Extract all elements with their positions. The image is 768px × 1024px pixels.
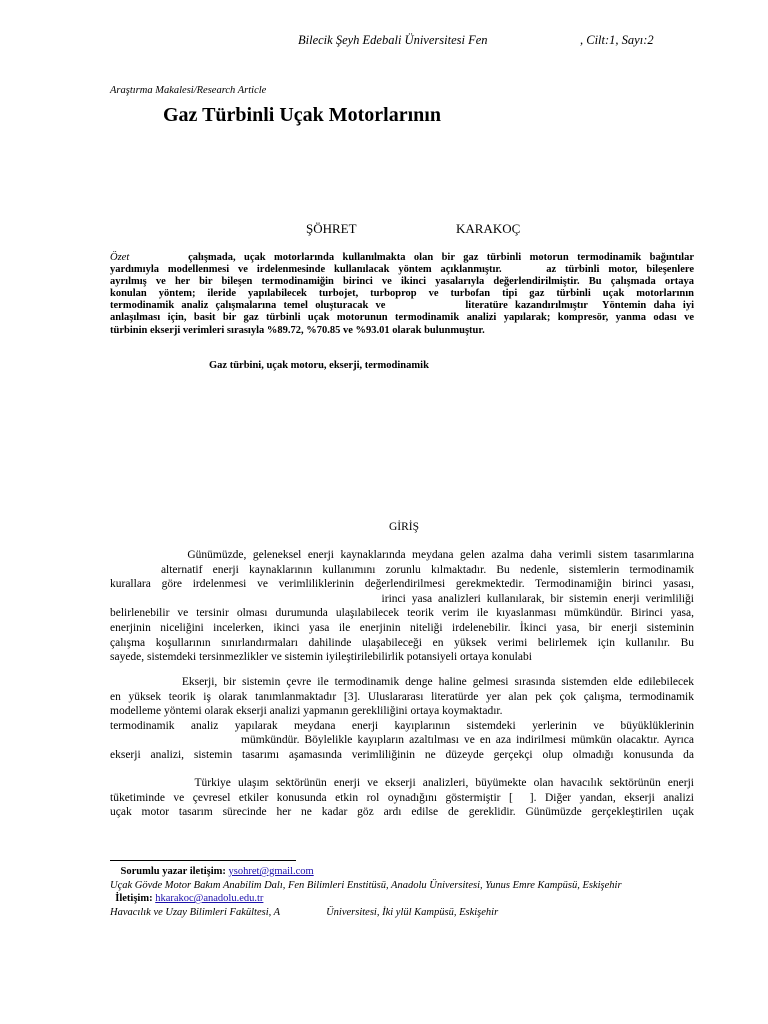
footnote-rule — [110, 860, 296, 861]
contact-email-link[interactable]: hkarakoc@anadolu.edu.tr — [155, 893, 264, 904]
abstract-line: yardımıyla modellenmesi ve irdelenmesinde kullanılacak yöntem açıklanmıştır. az türbinli motor, bileşenlere — [110, 264, 694, 276]
paragraph-line: termodinamik analiz yapılarak meydana enerji kayıplarının sistemdeki yerlerinin ve büyüklüklerinin — [110, 719, 694, 732]
paragraph-line: Günümüzde, geleneksel enerji kaynaklarında meydana gelen azalma daha verimli sistem tasarımlarına — [110, 549, 694, 561]
affiliation-2: Havacılık ve Uzay Bilimleri Fakültesi, A Üniversitesi, İki ylül Kampüsü, Eskişehir — [110, 907, 499, 918]
body-paragraph — [110, 776, 694, 820]
paragraph-line: Ekserji, bir sistemin çevre ile termodinamik denge haline gelmesi sırasında sistemden elde edilebilecek — [110, 676, 694, 688]
paragraph-line: Türkiye ulaşım sektörünün enerji ve ekserji analizleri, büyümekte olan havacılık sektörünün enerji — [110, 777, 694, 789]
abstract-line: termodinamik analiz çalışmalarına temel oluşturacak ve literatüre kazandırılmıştır Yöntemin daha iyi — [110, 300, 694, 312]
abstract — [110, 252, 694, 337]
paper-title: Gaz Türbinli Uçak Motorlarının — [163, 104, 441, 126]
paragraph-line: alternatif enerji kaynaklarının kullanımını zorunlu kılmaktadır. Bu nedenle, sistemlerin termodinamik — [110, 563, 694, 576]
author-first: ŞÖHRET — [306, 221, 357, 236]
paragraph-line: çalışma koşullarının sınırlandırmaları dahilinde ulaşabileceği en yüksek verimi belirlemek için kullanılır. Bu — [110, 636, 694, 649]
corresponding-author — [110, 866, 314, 877]
keywords: Gaz türbini, uçak motoru, ekserji, termodinamik — [209, 360, 429, 371]
paragraph-line: enerjinin niceliğini incelerken, ikinci yasa ile enerjinin niteliği irdelenebilir. İkinci yasa, bir enerji sisteminin — [110, 621, 694, 634]
journal-name: Bilecik Şeyh Edebali Üniversitesi Fen — [298, 33, 488, 47]
abstract-line: Özet çalışmada, uçak motorlarında kullanılmakta olan bir gaz türbinli motorun termodinamik bağıntılar — [110, 252, 694, 263]
journal-volume: , Cilt:1, Sayı:2 — [580, 33, 654, 47]
corresponding-email-link[interactable]: ysohret@gmail.com — [228, 866, 314, 877]
paragraph-line: mümkündür. Böylelikle kayıpların azaltılması ve en aza indirilmesi mümkün olacaktır. Ayrıca — [110, 734, 694, 747]
body-paragraph — [110, 675, 694, 763]
contact-label: İletişim: — [115, 893, 153, 904]
body-paragraph — [110, 548, 694, 665]
paragraph-line: sayede, sistemdeki tersinmezlikler ve sistemin iyileştirilebilirlik potansiyeli ortaya konulabi — [110, 651, 532, 664]
corresponding-label: Sorumlu yazar iletişim: — [120, 866, 226, 877]
affiliation-1: Uçak Gövde Motor Bakım Anabilim Dalı, Fen Bilimleri Enstitüsü, Anadolu Üniversitesi, Yunus Emre Kampüsü, Eskişehir — [110, 880, 622, 891]
paragraph-line: modelleme yöntemi olarak ekserji analizi yapmanın gerekliliğini ortaya koymaktadır. — [110, 705, 503, 718]
paragraph-line: belirlenebilir ve tersinir olması durumunda ulaşılabilecek teorik verim ile kıyaslanması mümkündür. Birinci yasa, — [110, 607, 694, 620]
abstract-line: konulan yöntem; ileride yapılabilecek turbojet, turboprop ve turbofan tipi gaz türbinli uçak motorlarının — [110, 288, 694, 300]
abstract-line: anlaşılması için, basit bir gaz türbinli uçak motorunun termodinamik analizi yapılarak; kompresör, yanma odası ve — [110, 312, 694, 324]
paragraph-line: tüketiminde ve çevresel etkiler konusunda etkin rol oynadığını göstermiştir [ ]. Diğer yandan, ekserji analizi — [110, 791, 694, 804]
paragraph-line: uçak motor tasarım sürecinde her ne kadar göz ardı edilse de gereklidir. Günümüzde gerçekleştirilen uçak — [110, 806, 694, 819]
paragraph-line: en yüksek teorik iş olarak tanımlanmaktadır [3]. Uluslararası literatürde yer alan pek çok çalışma, termodinamik — [110, 690, 694, 703]
paragraph-line: irinci yasa analizleri kullanılarak, bir sistemin enerji verimliliği — [110, 592, 694, 605]
contact-line — [110, 893, 263, 904]
abstract-label: Özet — [110, 252, 130, 263]
author-second: KARAKOÇ — [456, 221, 521, 236]
article-type: Araştırma Makalesi/Research Article — [110, 85, 267, 96]
paragraph-line: kurallara göre irdelenmesi ve verimliliklerinin değerlendirilmesi gerekmektedir. Termodinamiğin birinci yasası, — [110, 578, 694, 591]
paragraph-line: ekserji analizi, sistemin tasarımı aşamasında verimliliğinin ne düzeyde gerçekçi olup olmadığı konusunda da — [110, 748, 694, 761]
abstract-line: ayrılmış ve her bir bileşen termodinamiğin birinci ve ikinci yasalarıyla değerlendirilmiştir. Bu çalışmada ortaya — [110, 276, 694, 288]
section-heading: GİRİŞ — [389, 521, 420, 533]
abstract-line: türbinin ekserji verimleri sırasıyla %89.72, %70.85 ve %93.01 olarak bulunmuştur. — [110, 324, 485, 336]
